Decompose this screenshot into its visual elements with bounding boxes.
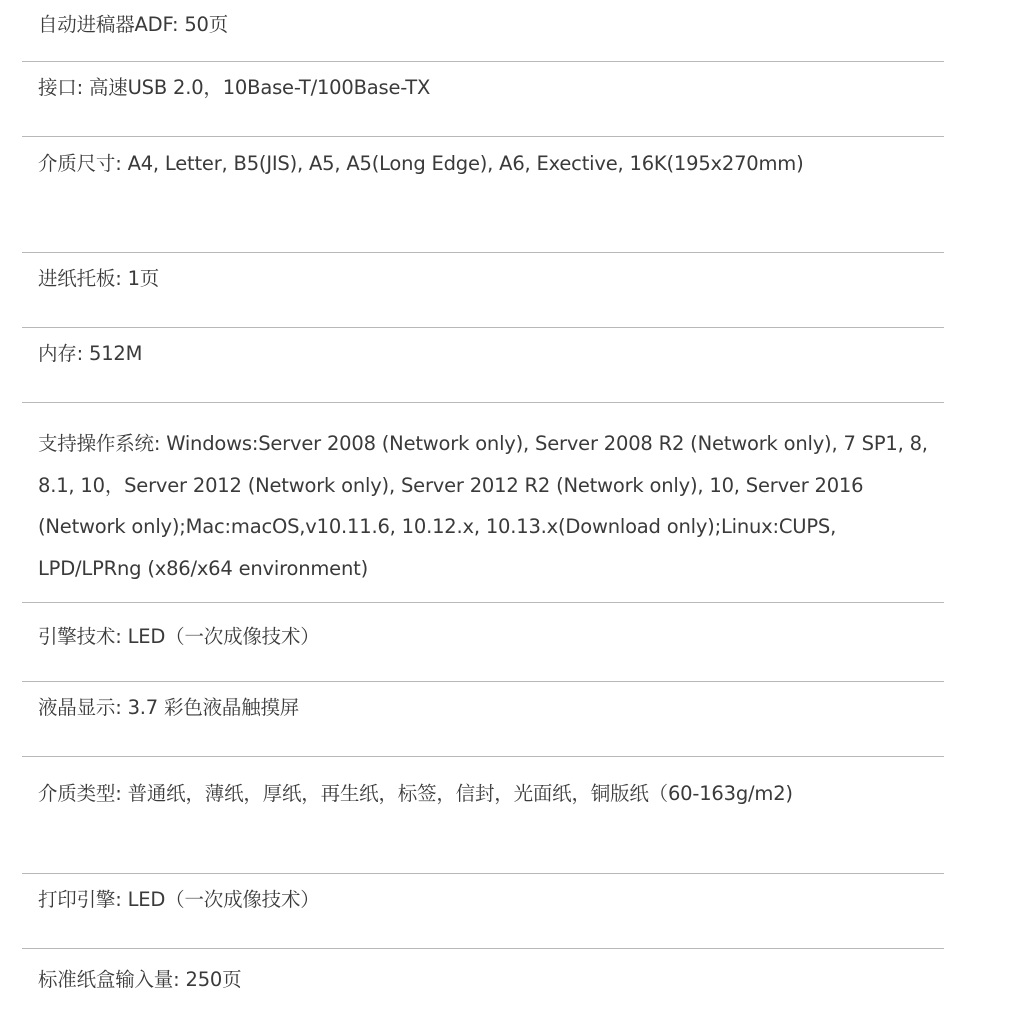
spec-value: 50页 <box>184 13 229 36</box>
spec-label: 介质尺寸 <box>38 152 116 175</box>
spec-row-adf: 自动进稿器ADF: 50页 <box>22 0 944 62</box>
spec-value: 高速USB 2.0，10Base-T/100Base-TX <box>88 76 431 99</box>
spec-label: 介质类型 <box>38 782 116 805</box>
spec-row-memory: 内存: 512M <box>22 328 944 403</box>
spec-label: 内存 <box>38 342 77 365</box>
spec-value: 3.7 彩色液晶触摸屏 <box>127 696 300 719</box>
spec-value: A4, Letter, B5(JIS), A5, A5(Long Edge), A6, Exective, 16K(195x270mm) <box>127 152 804 175</box>
spec-label: 打印引擎 <box>38 888 116 911</box>
spec-value: 512M <box>88 342 143 365</box>
spec-row-interface: 接口: 高速USB 2.0，10Base-T/100Base-TX <box>22 62 944 137</box>
spec-value: LED（一次成像技术） <box>127 888 320 911</box>
spec-list <box>22 0 944 1019</box>
spec-row-media-type: 介质类型: 普通纸，薄纸，厚纸，再生纸，标签，信封，光面纸，铜版纸（60-163g/m2) <box>22 757 944 874</box>
spec-label: 支持操作系统 <box>38 432 154 455</box>
spec-row-feed-tray: 进纸托板: 1页 <box>22 253 944 328</box>
spec-label: 标准纸盒输入量 <box>38 968 174 991</box>
spec-row-engine-tech: 引擎技术: LED（一次成像技术） <box>22 603 944 682</box>
spec-row-print-engine: 打印引擎: LED（一次成像技术） <box>22 874 944 949</box>
spec-label: 进纸托板 <box>38 267 116 290</box>
spec-value: LED（一次成像技术） <box>127 625 320 648</box>
spec-value: 1页 <box>127 267 160 290</box>
spec-row-tray-capacity: 标准纸盒输入量: 250页 <box>38 968 242 991</box>
spec-label: 引擎技术 <box>38 625 116 648</box>
spec-row-media-size: 介质尺寸: A4, Letter, B5(JIS), A5, A5(Long Edge), A6, Exective, 16K(195x270mm) <box>22 137 944 253</box>
spec-value: Windows:Server 2008 (Network only), Server 2008 R2 (Network only), 7 SP1, 8, 8.1, 10，Server 2012 (Network only), Server 2012 R2 (Network only), 10, Server 2016 (Network only);Mac:macOS,v10.11.6, 10.12.x, 10.13.x(Download only);Linux:CUPS, LPD/LPRng (x86/x64 environment) <box>38 432 928 580</box>
spec-label: 液晶显示 <box>38 696 116 719</box>
spec-row-lcd: 液晶显示: 3.7 彩色液晶触摸屏 <box>22 682 944 757</box>
spec-row-os: 支持操作系统: Windows:Server 2008 (Network only), Server 2008 R2 (Network only), 7 SP1, 8, 8.1, 10，Server 2012 (Network only), Server 2012 R2 (Network only), 10, Server 2016 (Network only);Mac:macOS,v10.11.6, 10.12.x, 10.13.x(Download only);Linux:CUPS, LPD/LPRng (x86/x64 environment) <box>22 403 944 603</box>
spec-label: 接口 <box>38 76 77 99</box>
spec-value: 250页 <box>185 968 242 991</box>
spec-label: 自动进稿器ADF <box>38 13 172 36</box>
spec-value: 普通纸，薄纸，厚纸，再生纸，标签，信封，光面纸，铜版纸（60-163g/m2) <box>127 782 793 805</box>
